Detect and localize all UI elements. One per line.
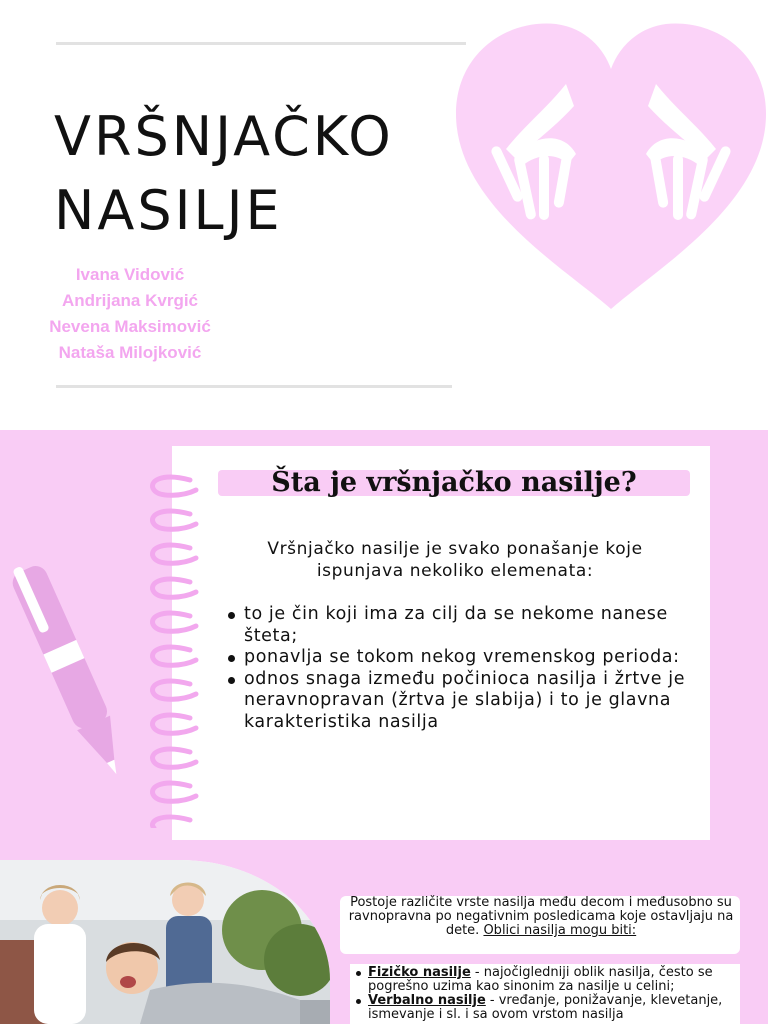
list-item: ponavlja se tokom nekog vremenskog perioda:	[226, 647, 696, 669]
list-item	[356, 994, 740, 1022]
author-name: Andrijana Kvrgić	[61, 291, 199, 310]
cover-section	[0, 0, 768, 430]
section-heading: Šta je vršnjačko nasilje?	[271, 467, 637, 498]
type-name: Verbalno nasilje	[368, 993, 486, 1008]
definition-bullets	[226, 604, 696, 733]
list-item: to je čin koji ima za cilj da se nekome nanese šteta;	[226, 604, 696, 647]
heart-hands-icon	[446, 14, 768, 314]
author-name: Ivana Vidović	[75, 265, 185, 284]
author-name: Nataša Milojković	[58, 343, 202, 362]
divider-top	[56, 42, 466, 45]
type-description: - najočigledniji oblik nasilja, često se pogrešno uzima kao sinonim za nasilje u celini;	[368, 965, 713, 994]
list-item	[356, 966, 740, 994]
notebook-rings-icon	[140, 468, 210, 828]
types-intro	[346, 896, 736, 938]
children-photo	[0, 860, 330, 1024]
author-name: Nevena Maksimović	[49, 317, 211, 336]
divider-bottom	[56, 385, 452, 388]
definition-section	[0, 430, 768, 860]
title-line-2: NASILJE	[54, 179, 283, 242]
types-section	[0, 860, 768, 1024]
page-title	[54, 100, 394, 248]
title-line-1: VRŠNJAČKO	[54, 105, 394, 168]
types-list	[356, 966, 740, 1022]
definition-intro: Vršnjačko nasilje je svako ponašanje koje ispunjava nekoliko elemenata:	[267, 539, 643, 581]
types-intro-text: Postoje različite vrste nasilja među decom i međusobno su ravnopravna po negativnim posledicama koje ostavljaju na dete.	[348, 895, 734, 938]
pen-icon	[0, 550, 140, 790]
type-name: Fizičko nasilje	[368, 965, 471, 980]
author-list	[20, 262, 240, 366]
type-description: - vređanje, ponižavanje, klevetanje, ismevanje i sl. i sa ovom vrstom nasilja	[368, 993, 723, 1022]
types-intro-link: Oblici nasilja mogu biti:	[483, 923, 637, 938]
list-item: odnos snaga između počinioca nasilja i žrtve je neravnopravan (žrtva je slabija) i to je glavna karakteristika nasilja	[226, 669, 696, 734]
